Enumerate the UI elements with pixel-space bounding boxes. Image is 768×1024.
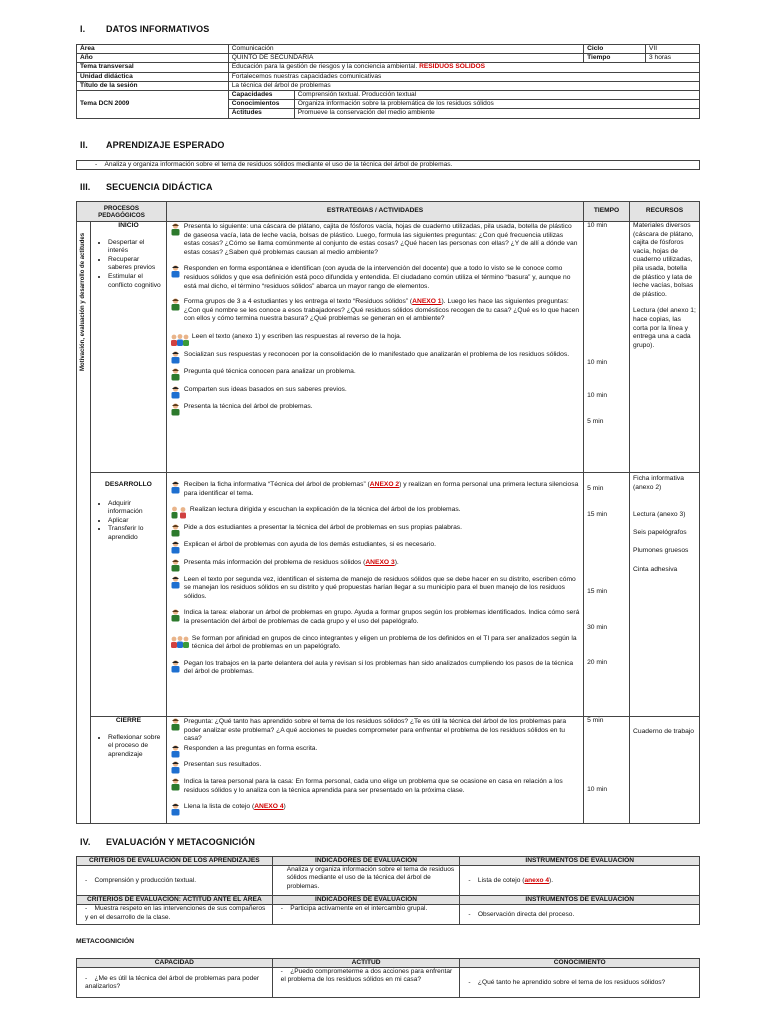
anio-value: QUINTO DE SECUNDARIA [228, 54, 583, 63]
time-value: 15 min [587, 510, 608, 518]
activity-student [170, 761, 580, 770]
inicio-resources-cell [630, 222, 700, 473]
activity-text: Pide a dos estudiantes a presentar la técnica del árbol de problemas en sus propias palabras. [183, 523, 462, 531]
cierre-activities-cell [166, 717, 583, 824]
resource-text: Seis papelógrafos [633, 528, 687, 536]
section-evaluacion [80, 837, 255, 847]
inicio-item: • Despertar el interés [108, 239, 163, 256]
eval-instrumento-2: - Observación directa del proceso. [460, 905, 700, 925]
aprendizaje-text: Analiza y organiza información sobre el tema de residuos sólidos mediante el uso de la técnica del árbol de problemas. [104, 161, 453, 168]
desarrollo-resources-cell [630, 473, 700, 717]
eval-header-indicadores-2: INDICADORES DE EVALUACIÓN [272, 896, 460, 905]
activity-teacher [170, 718, 580, 744]
time-value: 5 min [587, 717, 604, 724]
desarrollo-item: • Transferir lo aprendido [108, 525, 163, 542]
activity-text: Pregunta qué técnica conocen para analizar un problema. [183, 368, 356, 376]
titulo-label: Título de la sesión [77, 81, 229, 90]
desarrollo-time-cell [584, 473, 630, 717]
inicio-item: • Recuperar saberes previos [108, 256, 163, 273]
section-number: III. [80, 182, 91, 192]
tema-highlight: RESIDUOS SÓLIDOS [419, 63, 486, 71]
activity-text: Presentan sus resultados. [183, 761, 262, 769]
time-value: 10 min [587, 222, 608, 229]
activity-text: Realizan lectura dirigida y escuchan la explicación de la técnica del árbol de los problemas. [189, 506, 461, 514]
time-value: 10 min [587, 785, 608, 793]
student-icon [170, 265, 181, 278]
ciclo-label: Ciclo [584, 45, 646, 54]
unidad-label: Unidad didáctica [77, 72, 229, 81]
cierre-process-cell [90, 717, 166, 824]
activity-text: Pegan los trabajos en la parte delantera del aula y revisan si los problemas han sido analizados cumpliendo los pasos de la técnica del árbol de problemas. [183, 659, 574, 676]
eval-header-actitud: CRITERIOS DE EVALUACIÓN: ACTITUD ANTE EL ÁREA [77, 896, 273, 905]
section-secuencia-didactica [80, 182, 213, 192]
meta-header-capacidad: CAPACIDAD [77, 959, 273, 968]
eval-indicador-2: - Participa activamente en el intercambio grupal. [272, 905, 460, 925]
section-datos-informativos [80, 24, 209, 34]
activity-teacher [170, 298, 580, 324]
evaluacion-table [76, 856, 700, 925]
eval-header-instrumentos: INSTRUMENTOS DE EVALUACIÓN [460, 857, 700, 866]
activity-text: ). Luego les hace las siguientes preguntas: ¿Con qué nombre se les conoce a esos trabajadores? ¿Qué residuos sólidos domésticos recogen de tu casa? ¿Qué es lo que hacen con ellos y cómo termina nuestra basura? ¿Qué problemas se generan en el ambiente? [183, 298, 580, 323]
teacher-icon [170, 609, 181, 622]
capacidades-value: Comprensión textual. Producción textual [294, 91, 699, 100]
desarrollo-activities-cell [166, 473, 583, 717]
resource-text: Cuaderno de trabajo [633, 728, 694, 735]
activity-student [170, 265, 580, 291]
time-value: 20 min [587, 659, 608, 667]
eval-criterio-1: - Comprensión y producción textual. [77, 866, 273, 896]
cierre-item: • Reflexionar sobre el proceso de aprendizaje [108, 734, 163, 760]
anexo-link[interactable]: ANEXO 3 [365, 558, 395, 566]
tiempo-value: 3 horas [646, 54, 700, 63]
teacher-icon [170, 223, 181, 236]
desarrollo-item: • Aplicar [108, 517, 163, 526]
inicio-title: INICIO [118, 222, 139, 229]
activity-student [170, 745, 580, 754]
eval-text: Participa activamente en el intercambio grupal. [290, 905, 428, 913]
titulo-value: La técnica del árbol de problemas [228, 81, 699, 90]
activity-text: Responden en forma espontánea e identifican (con ayuda de la intervención del docente) que a todo lo visto se le conoce como residuos sólidos y que esa definición está poco difundida y entendida. El ciudadano común utiliza el término “basura” y, aunque no está mal dicho, el término “residuos sólidos” abarca un mayor rango de elementos. [183, 265, 571, 290]
resource-text: Ficha informativa (anexo 2) [633, 475, 684, 491]
meta-actitud: - ¿Puedo comprometerme a dos acciones para enfrentar el problema de los residuos sólidos en mi casa? [272, 968, 460, 998]
activity-teacher [170, 524, 580, 533]
activity-teacher [170, 559, 580, 568]
activity-text: ) [283, 803, 286, 811]
student-icon [170, 576, 181, 589]
header-procesos: PROCESOS PEDAGÓGICOS [77, 202, 167, 222]
eval-indicador-1 [272, 866, 460, 896]
desarrollo-title: DESARROLLO [105, 481, 152, 488]
section-title: APRENDIZAJE ESPERADO [106, 140, 225, 150]
student-icon [170, 481, 181, 494]
anexo-link[interactable]: ANEXO 1 [412, 298, 442, 306]
teacher-icon [170, 368, 181, 381]
tema-transversal-label: Tema transversal [77, 63, 229, 72]
student-icon [170, 761, 181, 774]
activity-text: Leen el texto por segunda vez, identifican el sistema de manejo de residuos sólidos que se debe hacer en su distrito, escriben cómo se manejan los residuos sólidos en su distrito y qué propuestas harían llegar a su municipio para el buen manejo de los residuos sólidos. [183, 575, 576, 600]
meta-header-actitud: ACTITUD [272, 959, 460, 968]
student-icon [170, 386, 181, 399]
eval-criterio-2: - Muestra respeto en las intervenciones de sus compañeros y en el desarrollo de la clase. [77, 905, 273, 925]
activity-group [170, 333, 580, 342]
capacidades-label: Capacidades [228, 91, 294, 100]
teacher-student-icon [170, 506, 188, 519]
meta-text: ¿Puedo comprometerme a dos acciones para enfrentar el problema de los residuos sólidos en mi casa? [280, 968, 453, 984]
activity-teacher [170, 778, 580, 795]
time-value: 15 min [587, 588, 608, 596]
activity-text: ). [394, 558, 399, 566]
teacher-icon [170, 298, 181, 311]
activity-teacher [170, 609, 580, 626]
eval-header-indicadores: INDICADORES DE EVALUACIÓN [272, 857, 460, 866]
section-title: DATOS INFORMATIVOS [106, 24, 210, 34]
section-title: EVALUACIÓN Y METACOGNICIÓN [106, 837, 255, 847]
eval-header-instrumentos-2: INSTRUMENTOS DE EVALUACIÓN [460, 896, 700, 905]
student-icon [170, 541, 181, 554]
student-icon [170, 351, 181, 364]
eval-text: Comprensión y producción textual. [94, 876, 197, 884]
unidad-value: Fortalecemos nuestras capacidades comunicativas [228, 72, 699, 81]
activity-text: Reciben la ficha informativa “Técnica del árbol de problemas” ( [183, 481, 370, 488]
activity-text: Socializan sus respuestas y reconocen por la consolidación de lo manifestado que analizarán el problema de los residuos sólidos. [183, 350, 570, 358]
cierre-time-cell [584, 717, 630, 824]
activity-teacher [170, 368, 580, 377]
eval-text: ). [549, 876, 554, 884]
resource-text: Lectura (anexo 3) [633, 511, 686, 519]
teacher-icon [170, 524, 181, 537]
resource-text: Materiales diversos (cáscara de plátano, cajita de fósforos vacía, hojas de cuaderno utilizadas, pila usada, botella de plástico y lata de leche vacías, bolsas de plástico. [633, 222, 694, 298]
meta-header-conocimiento: CONOCIMIENTO [460, 959, 700, 968]
time-value: 30 min [587, 623, 608, 631]
activity-text: Presenta más información del problema de residuos sólidos ( [183, 558, 366, 566]
activity-student [170, 351, 580, 360]
time-value: 5 min [587, 485, 604, 492]
activity-text: Indica la tarea personal para la casa: En forma personal, cada uno elige un problema que se ocasione en casa en relación a los residuos sólidos y lo analiza con la técnica aprendida para ser presentado en la próxima clase. [183, 777, 563, 794]
activity-text: Leen el texto (anexo 1) y escriben las respuestas al reverso de la hoja. [191, 332, 402, 340]
tema-transversal-value [228, 63, 699, 72]
activity-text: Presenta lo siguiente: una cáscara de plátano, cajita de fósforos vacía, hojas de cuaderno utilizadas, pila usada, botella de plástico de gaseosa vacía, lata de leche vacía, bolsas de plástico. Luego, formula las siguientes preguntas: ¿Con qué frecuencia utilizas estas cosas? ¿Cómo se llama comúnmente al conjunto de estas cosas? ¿Qué hacen las personas con ellas? ¿Y de allí a dónde van estas cosas? ¿Saben qué problemas causan al medio ambiente? [183, 223, 578, 256]
activity-student [170, 660, 580, 677]
cierre-title: CIERRE [115, 717, 142, 724]
inicio-process-cell [90, 222, 166, 473]
time-value: 10 min [587, 392, 608, 400]
metacognicion-table [76, 958, 700, 998]
header-tiempo: TIEMPO [584, 202, 630, 222]
cierre-list [94, 734, 163, 760]
actitudes-label: Actitudes [228, 109, 294, 118]
meta-conocimiento: - ¿Qué tanto he aprendido sobre el tema de los residuos sólidos? [460, 968, 700, 998]
group-icon [170, 333, 190, 346]
section-title: SECUENCIA DIDÁCTICA [106, 182, 213, 192]
conocimientos-label: Conocimientos [228, 100, 294, 109]
eval-text: Lista de cotejo ( [477, 876, 525, 884]
area-label: Área [77, 45, 229, 54]
student-icon [170, 803, 181, 816]
datos-informativos-table [76, 44, 700, 119]
dcn-label: Tema DCN 2009 [77, 91, 229, 119]
tiempo-label: Tiempo [584, 54, 646, 63]
area-value: Comunicación [228, 45, 583, 54]
activity-group [170, 635, 580, 652]
activity-text: Presenta la técnica del árbol de problemas. [183, 403, 313, 411]
time-value: 5 min [587, 417, 604, 425]
activity-both [170, 506, 580, 515]
meta-capacidad: - ¿Me es útil la técnica del árbol de problemas para poder analizarlos? [77, 968, 273, 998]
desarrollo-list [94, 500, 163, 543]
student-icon [170, 660, 181, 673]
inicio-time-cell [584, 222, 630, 473]
activity-student [170, 481, 580, 498]
section-number: IV. [80, 837, 91, 847]
anexo-link[interactable]: anexo 4 [524, 876, 550, 884]
time-value: 10 min [587, 358, 608, 366]
teacher-icon [170, 403, 181, 416]
bullet: - [95, 161, 98, 168]
anexo-link[interactable]: ANEXO 4 [254, 803, 284, 811]
group-icon [170, 635, 190, 648]
section-number: I. [80, 24, 86, 34]
cierre-resources-cell [630, 717, 700, 824]
activity-text: ) y realizan en forma personal una primera lectura silenciosa para identificar el tema. [183, 481, 579, 497]
activity-text: Indica la tarea: elaborar un árbol de problemas en grupo. Ayuda a formar grupos según los problemas identificados. Indica cómo será la presentación del árbol de problemas de cada grupo y el uso del papelógrafo. [183, 609, 580, 625]
aprendizaje-cell [77, 161, 700, 170]
eval-text: Muestra respeto en las intervenciones de sus compañeros y en el desarrollo de la clase. [85, 905, 266, 921]
activity-teacher [170, 223, 580, 257]
vertical-label: Motivación, evaluación y desarrollo de actitudes [80, 232, 87, 372]
activity-student [170, 386, 580, 395]
tema-text: Educación para la gestión de riesgos y la conciencia ambiental. [231, 63, 418, 71]
activity-teacher [170, 403, 580, 412]
teacher-icon [170, 778, 181, 791]
conocimientos-value: Organiza información sobre la problemática de los residuos sólidos [294, 100, 699, 109]
section-aprendizaje-esperado [80, 140, 225, 150]
activity-student [170, 803, 580, 812]
inicio-item: • Estimular el conflicto cognitivo [108, 273, 163, 290]
anio-label: Año [77, 54, 229, 63]
activity-text: Responden a las preguntas en forma escrita. [183, 744, 318, 752]
inicio-activities-cell [166, 222, 583, 473]
eval-text: Observación directa del proceso. [477, 910, 575, 918]
header-estrategias: ESTRATEGIAS / ACTIVIDADES [166, 202, 583, 222]
activity-student [170, 576, 580, 602]
meta-text: ¿Me es útil la técnica del árbol de problemas para poder analizarlos? [85, 974, 260, 990]
inicio-list [94, 239, 163, 291]
activity-text: Se forman por afinidad en grupos de cinco integrantes y eligen un problema de los definidos en el TI para ser analizados según la técnica del árbol de problemas en un papelógrafo. [191, 634, 577, 651]
meta-text: ¿Qué tanto he aprendido sobre el tema de los residuos sólidos? [477, 978, 666, 986]
eval-instrumento-1: - Lista de cotejo (anexo 4). [460, 866, 700, 896]
resource-text: Plumones gruesos [633, 547, 689, 555]
desarrollo-process-cell [90, 473, 166, 717]
vertical-label-cell [77, 222, 91, 824]
secuencia-table [76, 201, 700, 824]
resource-text: Cinta adhesiva [633, 565, 678, 573]
metacognicion-title: METACOGNICIÓN [76, 938, 135, 945]
activity-text: Forma grupos de 3 a 4 estudiantes y les entrega el texto “Residuos sólidos” ( [183, 298, 413, 306]
activity-text: Explican el árbol de problemas con ayuda de los demás estudiantes, si es necesario. [183, 541, 436, 549]
section-number: II. [80, 140, 88, 150]
eval-text: Analiza y organiza información sobre el tema de residuos sólidos mediante el uso de la técnica del árbol de problemas. [286, 866, 455, 890]
eval-header-criterios: CRITERIOS DE EVALUACIÓN DE LOS APRENDIZAJES [77, 857, 273, 866]
activity-student [170, 541, 580, 550]
activity-text: Pregunta: ¿Qué tanto has aprendido sobre el tema de los residuos sólidos? ¿Te es útil la técnica del árbol de los problemas para poder analizar este problema? ¿A qué acciones te puedes comprometer para enfrentar el problema de los residuos sólidos en tu casa? [183, 718, 567, 743]
student-icon [170, 745, 181, 758]
anexo-link[interactable]: ANEXO 2 [369, 481, 400, 488]
aprendizaje-table [76, 160, 700, 170]
resource-text: Lectura (del anexo 1; hace copias, las corta por la línea y entrega una a cada grupo). [633, 307, 696, 349]
activity-text: Comparten sus ideas basados en sus saberes previos. [183, 385, 347, 393]
teacher-icon [170, 718, 181, 731]
desarrollo-item: • Adquirir información [108, 500, 163, 517]
ciclo-value: VII [646, 45, 700, 54]
teacher-icon [170, 559, 181, 572]
actitudes-value: Promueve la conservación del medio ambiente [294, 109, 699, 118]
header-recursos: RECURSOS [630, 202, 700, 222]
activity-text: Llena la lista de cotejo ( [183, 803, 255, 811]
